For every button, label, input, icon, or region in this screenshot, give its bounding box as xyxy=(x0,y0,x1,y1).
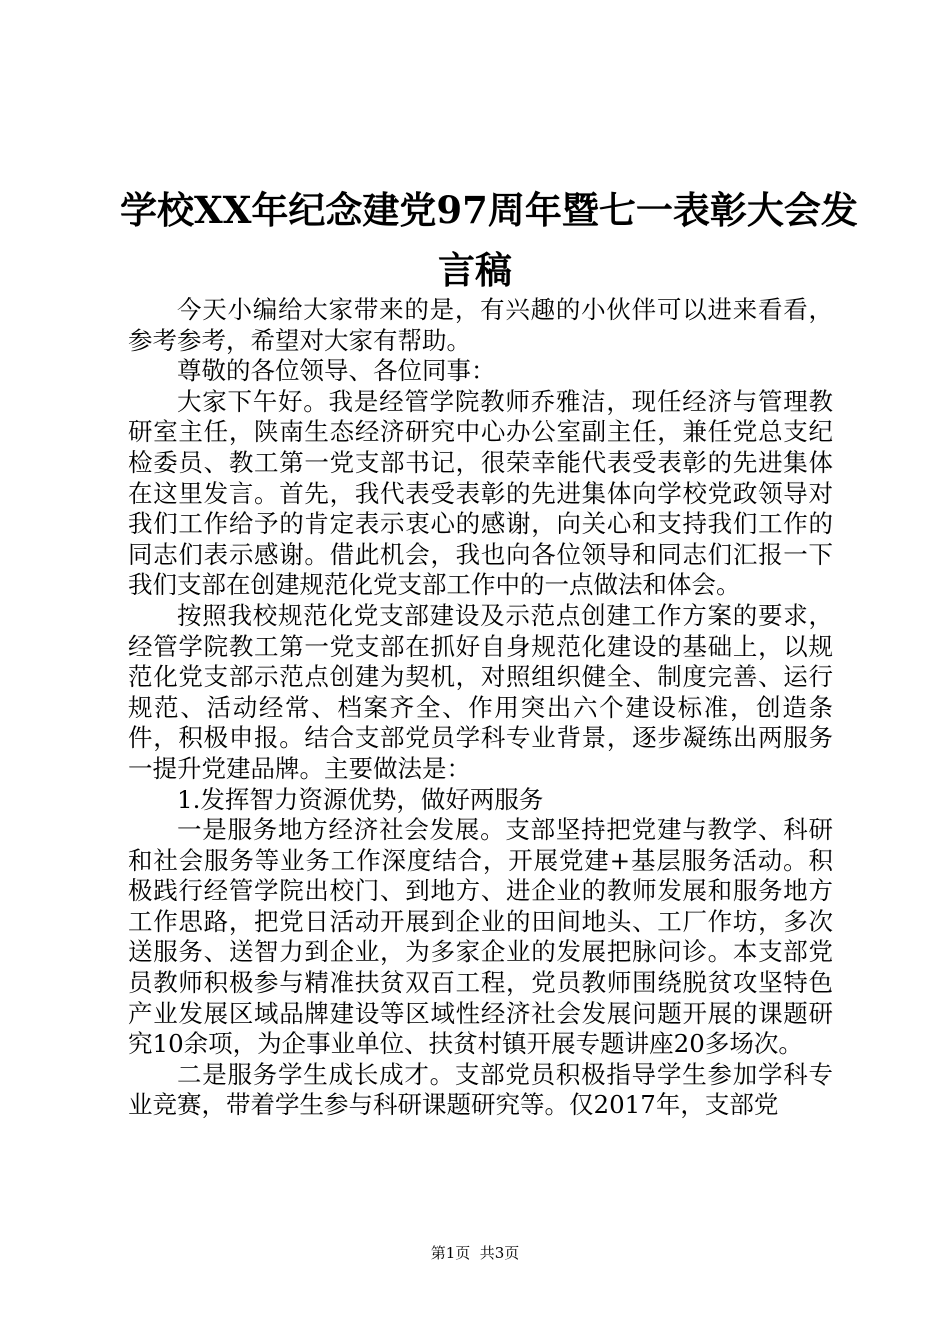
paragraph-greeting: 大家下午好。我是经管学院教师乔雅洁，现任经济与管理教研室主任，陕南生态经济研究中心办公室副主任，兼任党总支纪检委员、教工第一党支部书记，很荣幸能代表受表彰的先进集体在这里发言。首先，我代表受表彰的先进集体向学校党政领导对我们工作给予的肯定表示衷心的感谢，向关心和支持我们工作的同志们表示感谢。借此机会，我也向各位领导和同志们汇报一下我们支部在创建规范化党支部工作中的一点做法和体会。 xyxy=(128,386,833,600)
paragraph-local-service: 一是服务地方经济社会发展。支部坚持把党建与教学、科研和社会服务等业务工作深度结合，开展党建+基层服务活动。积极践行经管学院出校门、到地方、进企业的教师发展和服务地方工作思路，把党日活动开展到企业的田间地头、工厂作坊，多次送服务、送智力到企业，为多家企业的发展把脉问诊。本支部党员教师积极参与精准扶贫双百工程，党员教师围绕脱贫攻坚特色产业发展区域品牌建设等区域性经济社会发展问题开展的课题研究10余项，为企事业单位、扶贫村镇开展专题讲座20多场次。 xyxy=(128,815,833,1059)
document-body xyxy=(128,295,833,1121)
title-line-1: 学校XX年纪念建党97周年暨七一表彰大会发 xyxy=(120,188,858,232)
title-line-2: 言稿 xyxy=(438,248,512,292)
paragraph-intro: 今天小编给大家带来的是，有兴趣的小伙伴可以进来看看，参考参考，希望对大家有帮助。 xyxy=(128,295,833,355)
paragraph-student-service: 二是服务学生成长成才。支部党员积极指导学生参加学科专业竞赛，带着学生参与科研课题研究等。仅2017年，支部党 xyxy=(128,1059,833,1120)
page-footer: 第1页 共3页 xyxy=(430,1244,520,1262)
document-title xyxy=(120,180,858,300)
paragraph-salutation: 尊敬的各位领导、各位同事： xyxy=(177,356,496,386)
paragraph-approach: 按照我校规范化党支部建设及示范点创建工作方案的要求，经管学院教工第一党支部在抓好自身规范化建设的基础上，以规范化党支部示范点创建为契机，对照组织健全、制度完善、运行规范、活动经常、档案齐全、作用突出六个建设标准，创造条件，积极申报。结合支部党员学科专业背景，逐步凝练出两服务一提升党建品牌。主要做法是： xyxy=(128,600,833,783)
section-heading-1: 1.发挥智力资源优势，做好两服务 xyxy=(177,784,544,814)
